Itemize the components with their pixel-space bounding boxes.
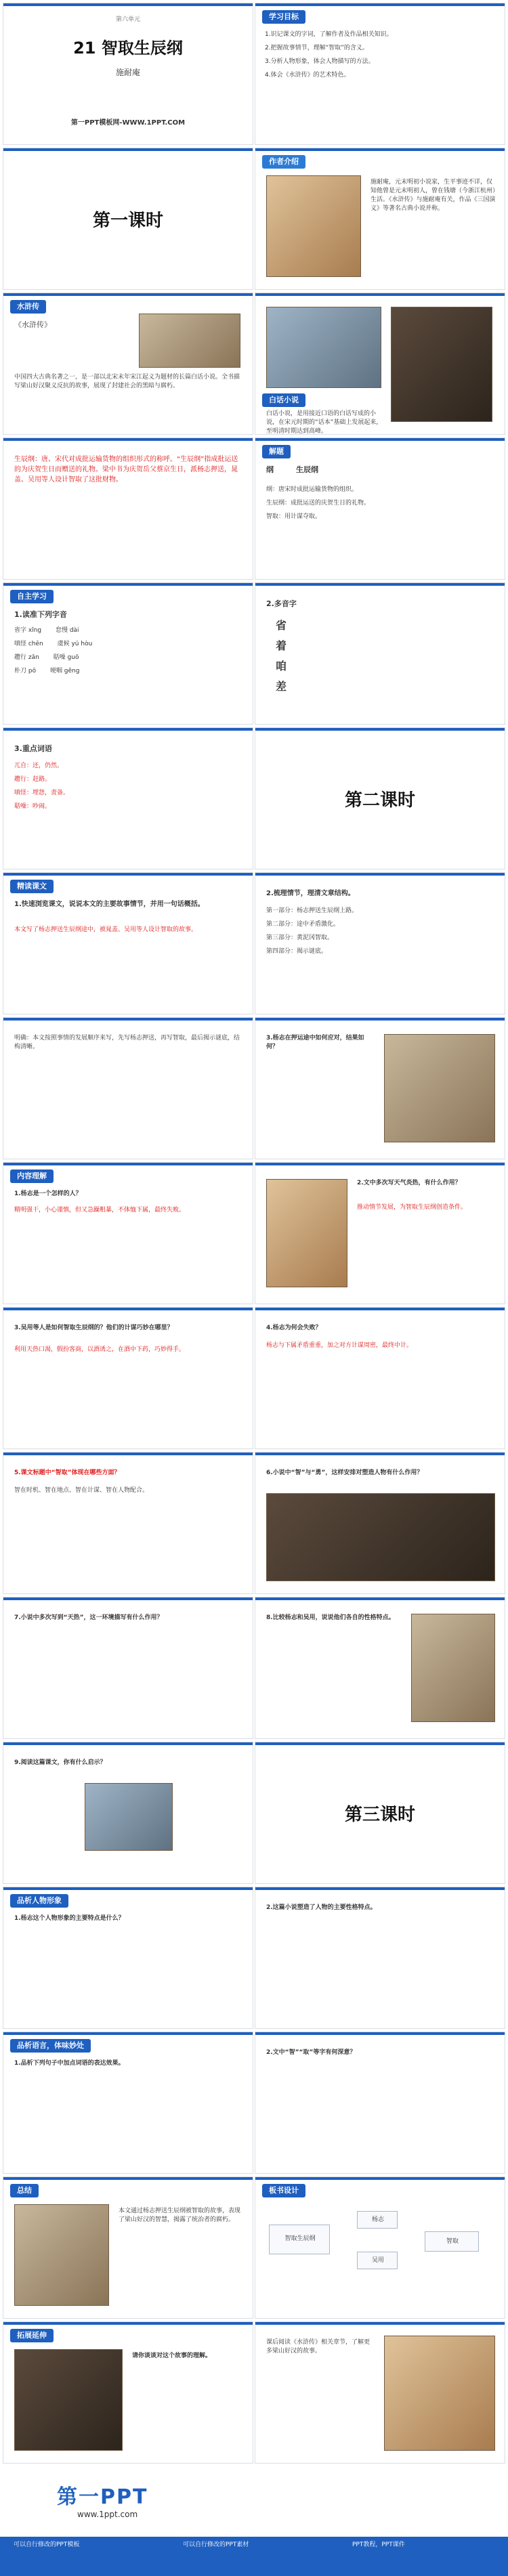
goal-line: 1.识记课文的字词，了解作者及作品相关知识。 <box>265 31 393 38</box>
section-badge: 内容理解 <box>10 1169 54 1183</box>
footer-column[interactable]: PPT教程，PPT课件 <box>352 2541 405 2548</box>
illustration <box>266 1179 347 1287</box>
slide-bar <box>3 728 253 731</box>
question: 2.这篇小说塑造了人物的主要性格特点。 <box>266 1904 377 1911</box>
answer: 杨志与下属矛盾重重，加之对方计谋周密，最终中计。 <box>266 1342 413 1349</box>
slide-bar <box>255 1887 505 1890</box>
goal-line: 3.分析人物形象，体会人物描写的方法。 <box>265 58 375 65</box>
slide-29[interactable] <box>3 2032 253 2174</box>
answer: 本文写了杨志押送生辰纲途中，被晁盖、吴用等人设计智取的故事。 <box>14 926 198 933</box>
illustration <box>411 1614 495 1722</box>
slide-bar <box>255 728 505 731</box>
board-node-label: 吴用 <box>371 2257 384 2264</box>
slide-bar <box>255 2032 505 2035</box>
slide-bar <box>3 2177 253 2180</box>
slide-13[interactable] <box>3 872 253 1014</box>
slide-bar <box>255 1308 505 1310</box>
slide-31[interactable] <box>3 2176 253 2319</box>
slide-10[interactable] <box>255 582 505 725</box>
slide-bar <box>3 2032 253 2035</box>
slide-bar <box>3 148 253 151</box>
word-pinyin: 趱行 zǎn 聒噪 guō <box>14 654 79 661</box>
author-portrait <box>266 175 361 277</box>
board-node-label: 智取生辰纲 <box>284 2235 316 2242</box>
structure-line: 第一部分：杨志押送生辰纲上路。 <box>266 907 358 914</box>
word-pinyin: 省字 xǐng 怠慢 dài <box>14 627 79 634</box>
section-title: 第一课时 <box>92 211 163 231</box>
board-node <box>425 2231 479 2252</box>
book-cover <box>391 307 492 422</box>
slide-7[interactable] <box>3 437 253 580</box>
slide-bar <box>255 1163 505 1165</box>
word-pinyin: 嗔怪 chēn 虞候 yú hòu <box>14 641 93 647</box>
vocab-line: 聒噪：吵闹。 <box>14 803 51 810</box>
slide-bar <box>3 1018 253 1021</box>
section-badge: 拓展延伸 <box>10 2329 54 2342</box>
question: 6.小说中“智”与“勇”，这样安排对塑造人物有什么作用？ <box>266 1469 423 1476</box>
slide-18[interactable] <box>255 1162 505 1304</box>
illustration <box>14 2204 109 2306</box>
illustration <box>14 2349 123 2451</box>
illustration <box>85 1783 173 1851</box>
board-node-label: 杨志 <box>371 2216 384 2223</box>
slide-bar <box>255 1018 505 1021</box>
slide-bar <box>3 2322 253 2325</box>
section-badge: 水浒传 <box>10 300 46 314</box>
question: 1.杨志是一个怎样的人？ <box>14 1190 82 1197</box>
question: 5.课文标题中“智取”体现在哪些方面？ <box>14 1469 121 1476</box>
summary-text: 课后阅读《水浒传》相关章节，了解更多梁山好汉的故事。 <box>266 2339 371 2355</box>
slide-bar <box>3 873 253 876</box>
slide-bar <box>255 1742 505 1745</box>
summary-text: 明确：本文按照事情的发展顺序来写，先写杨志押送，再写智取，最后揭示谜底，结构清晰。 <box>14 1035 240 1050</box>
slide-bar <box>3 1163 253 1165</box>
summary-text: 本文通过杨志押送生辰纲被智取的故事，表现了梁山好汉的智慧，揭露了统治者的腐朽。 <box>119 2208 241 2223</box>
section-badge: 品析人物形象 <box>10 1894 68 1908</box>
slide-bar <box>3 1887 253 1890</box>
slide-16[interactable] <box>255 1017 505 1159</box>
slide-19[interactable] <box>3 1307 253 1449</box>
polyphone-char: 着 <box>276 639 287 652</box>
polyphone-char: 咱 <box>276 660 287 672</box>
slide-bar <box>3 1597 253 1600</box>
painting-image <box>266 307 381 388</box>
section-badge: 学习目标 <box>262 10 305 24</box>
question: 3.杨志在押运途中如何应对，结果如何？ <box>266 1035 364 1050</box>
term-line: 生辰纲：成批运送的庆贺生日的礼物。 <box>266 500 371 507</box>
slide-21[interactable] <box>3 1452 253 1594</box>
slide-26[interactable] <box>255 1742 505 1884</box>
structure-line: 第四部分：揭示谜底。 <box>266 948 328 955</box>
question: 请你谈谈对这个故事的理解。 <box>132 2353 212 2359</box>
slide-5[interactable] <box>3 293 253 435</box>
slide-15[interactable] <box>3 1017 253 1159</box>
slide-27[interactable] <box>3 1887 253 2029</box>
section-title: 第二课时 <box>344 790 415 811</box>
footer-column[interactable]: 可以自行修改的PPT模板 <box>14 2541 80 2548</box>
section-badge: 作者介绍 <box>262 155 305 169</box>
slide-bar <box>3 3 253 6</box>
question: 1.快速浏览课文，说说本文的主要故事情节，并用一句话概括。 <box>14 901 205 908</box>
slide-12[interactable] <box>255 727 505 870</box>
section-badge: 白话小说 <box>262 393 305 407</box>
slide-22[interactable] <box>255 1452 505 1594</box>
slide-bar <box>3 583 253 586</box>
question: 2.文中多次写天气炎热，有什么作用？ <box>357 1180 461 1186</box>
slide-24[interactable] <box>255 1597 505 1739</box>
question: 8.比较杨志和吴用，说说他们各自的性格特点。 <box>266 1614 395 1621</box>
slide-bar <box>255 873 505 876</box>
slide-33[interactable] <box>3 2321 253 2464</box>
illustration <box>384 2336 495 2451</box>
slide-bar <box>255 2177 505 2180</box>
answer: 智在时机、智在地点、智在计谋、智在人物配合。 <box>14 1487 149 1494</box>
slide-4[interactable] <box>3 148 253 290</box>
slide-bar <box>255 1597 505 1600</box>
book-intro: 中国四大古典名著之一，是一部以北宋末年宋江起义为题材的长篇白话小说。全书描写梁山好汉聚义反抗的故事，展现了封建社会的黑暗与腐朽。 <box>14 374 240 389</box>
slide-3[interactable] <box>255 148 505 290</box>
site-link[interactable]: 第一PPT模板网-WWW.1PPT.COM <box>70 119 186 127</box>
unit-label: 第六单元 <box>115 16 140 23</box>
sub-head: 1.读准下列字音 <box>14 610 67 619</box>
sub-head: 3.重点词语 <box>14 744 52 753</box>
illustration <box>384 1034 495 1142</box>
slide-9[interactable] <box>3 582 253 725</box>
slide-8[interactable] <box>255 437 505 580</box>
illustration <box>266 1493 495 1581</box>
slide-25[interactable] <box>3 1742 253 1884</box>
question: 3.吴用等人是如何智取生辰纲的？他们的计谋巧妙在哪里？ <box>14 1325 173 1331</box>
question: 1.杨志这个人物形象的主要特点是什么？ <box>14 1915 125 1922</box>
answer: 利用天热口渴，假扮客商，以酒诱之，在酒中下药，巧妙得手。 <box>14 1346 186 1353</box>
answer: 推动情节发展，为智取生辰纲创造条件。 <box>357 1204 467 1211</box>
term-line: 智取：用计谋夺取。 <box>266 513 322 520</box>
question: 2.梳理情节，理清文章结构。 <box>266 890 355 897</box>
book-illustration <box>139 314 240 368</box>
slide-bar <box>3 438 253 441</box>
slide-1[interactable] <box>3 3 253 145</box>
slide-34[interactable] <box>255 2321 505 2464</box>
slide-bar <box>3 1742 253 1745</box>
term-head: 生辰纲 <box>296 465 318 474</box>
author-intro: 施耐庵，元末明初小说家，生平事迹不详，仅知他曾是元末明初人，曾在钱塘（今浙江杭州）生活。《水浒传》与施耐庵有关，作品《三国演义》等著名古典小说并称。 <box>371 179 496 212</box>
slide-bar <box>3 1308 253 1310</box>
section-badge: 精读课文 <box>10 880 54 893</box>
slide-bar <box>255 583 505 586</box>
goal-line: 4.体会《水浒传》的艺术特色。 <box>265 72 350 79</box>
book-title: 《水浒传》 <box>14 320 51 329</box>
vocab-line: 趱行：赶路。 <box>14 776 51 783</box>
footer-band <box>0 2537 508 2576</box>
slide-23[interactable] <box>3 1597 253 1739</box>
slide-bar <box>255 148 505 151</box>
board-node <box>269 2225 330 2254</box>
slide-2[interactable] <box>255 3 505 145</box>
footer-column[interactable]: 可以自行修改的PPT素材 <box>183 2541 249 2548</box>
slide-20[interactable] <box>255 1307 505 1449</box>
slide-14[interactable] <box>255 872 505 1014</box>
board-node <box>357 2211 398 2229</box>
slide-bar <box>255 3 505 6</box>
slide-bar <box>255 1453 505 1455</box>
board-node-label: 智取 <box>446 2238 459 2245</box>
question: 9.阅读这篇课文，你有什么启示？ <box>14 1759 106 1766</box>
slide-6[interactable] <box>255 293 505 435</box>
novel-intro: 白话小说，是用接近口语的白话写成的小说，在宋元时期的“话本”基础上发展起来，至明清时期达到高峰。 <box>266 410 383 435</box>
polyphone-char: 差 <box>276 680 287 693</box>
lesson-title: 21 智取生辰纲 <box>73 39 183 58</box>
slide-32[interactable] <box>255 2176 505 2319</box>
term-line: 纲：唐宋时成批运输货物的组织。 <box>266 486 358 493</box>
vocab-line: 嗔怪：埋怨，责备。 <box>14 790 70 796</box>
structure-line: 第三部分：黄泥冈智取。 <box>266 935 334 941</box>
slide-bar <box>255 293 505 296</box>
polyphone-char: 省 <box>276 619 287 632</box>
word-pinyin: 朴刀 pō 哽咽 gěng <box>14 668 80 674</box>
question: 2.文中“智”“取”等字有何深意？ <box>266 2049 356 2056</box>
term-explanation: 生辰纲：唐、宋代对成批运输货物的组织形式的称呼。“生辰纲”指成批运送的为庆贺生日而赠送的礼物。梁中书为庆贺岳父蔡京生日，派杨志押送，晁盖、吴用等人设计智取了这批财物。 <box>14 456 238 484</box>
question: 1.品析下列句子中加点词语的表达效果。 <box>14 2060 125 2067</box>
slide-bar <box>3 293 253 296</box>
question: 4.杨志为何会失败？ <box>266 1325 322 1331</box>
question: 7.小说中多次写到“天热”，这一环境描写有什么作用？ <box>14 1614 163 1621</box>
goal-line: 2.把握故事情节，理解“智取”的含义。 <box>265 45 368 51</box>
structure-line: 第二部分：途中矛盾激化。 <box>266 921 340 928</box>
section-title: 第三课时 <box>344 1805 415 1825</box>
slide-30[interactable] <box>255 2032 505 2174</box>
slide-28[interactable] <box>255 1887 505 2029</box>
slide-11[interactable] <box>3 727 253 870</box>
section-badge: 解题 <box>262 445 291 458</box>
slide-bar <box>255 438 505 441</box>
slide-17[interactable] <box>3 1162 253 1304</box>
vocab-line: 兀自：还，仍然。 <box>14 763 64 769</box>
slide-bar <box>255 2322 505 2325</box>
section-badge: 自主学习 <box>10 590 54 603</box>
slide-bar <box>3 1453 253 1455</box>
term-head: 纲 <box>266 465 274 474</box>
section-badge: 品析语言，体味妙处 <box>10 2039 91 2053</box>
brand-logo: 第一PPT <box>57 2485 148 2509</box>
section-badge: 总结 <box>10 2184 39 2197</box>
brand-site[interactable]: www.1ppt.com <box>77 2510 138 2519</box>
board-node <box>357 2252 398 2269</box>
sub-head: 2.多音字 <box>266 599 297 608</box>
section-badge: 板书设计 <box>262 2184 305 2197</box>
author-name: 施耐庵 <box>115 68 140 77</box>
answer: 精明强干，小心谨慎，但又急躁粗暴，不体恤下属，最终失败。 <box>14 1207 186 1214</box>
